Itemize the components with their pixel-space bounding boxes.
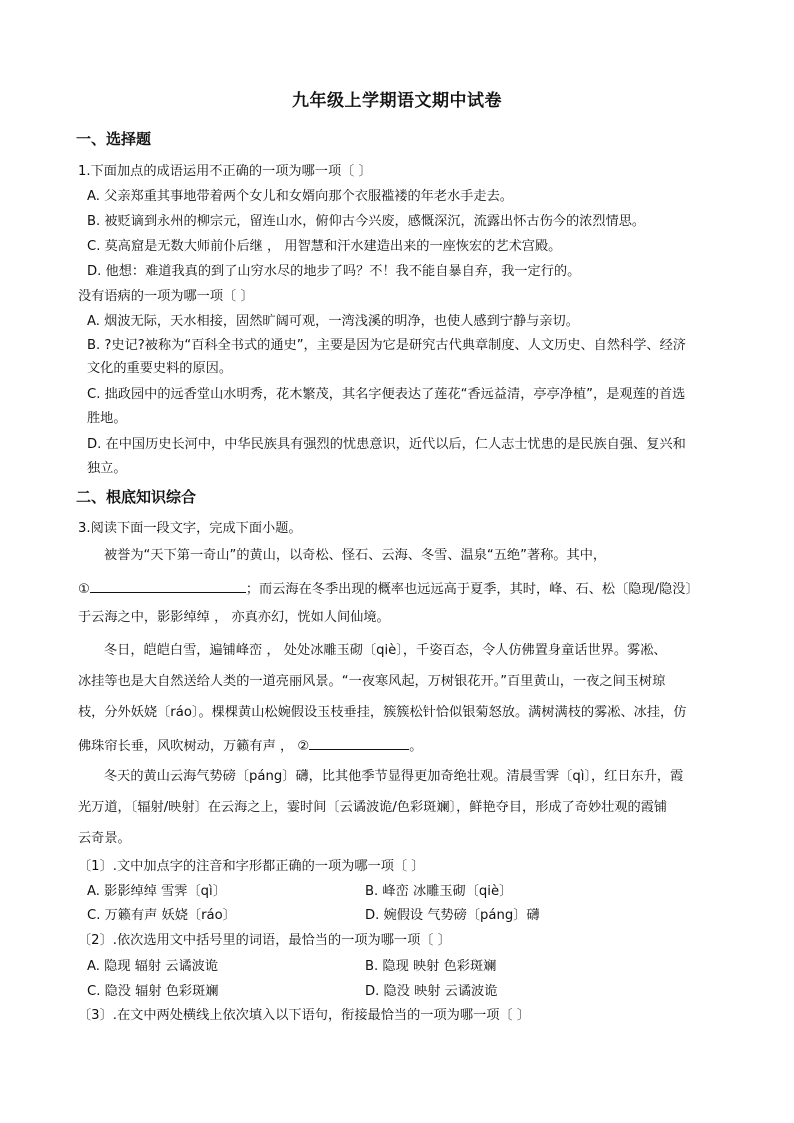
subquestion-3-stem: 〔3〕.在文中两处横线上依次填入以下语句，衔接最恰当的一项为哪一项〔 〕 [78, 1008, 530, 1023]
blank-marker-2: ② [297, 739, 310, 754]
page-title: 九年级上学期语文期中试卷 [292, 91, 502, 111]
question-2-option-b-line1: B. ?史记?被称为“百科全书式的通史”，主要是因为它是研究古代典章制度、人文历史、自然科学、经济 [87, 338, 686, 353]
subquestion-1-stem: 〔1〕.文中加点字的注音和字形都正确的一项为哪一项〔 〕 [78, 859, 425, 874]
question-1-option-a: A. 父亲郑重其事地带着两个女儿和女婿向那个衣服褴褛的年老水手走去。 [87, 189, 513, 204]
question-2-option-b-line2: 文化的重要史料的原因。 [87, 361, 233, 376]
blank-marker-1: ① [78, 582, 90, 597]
question-2-option-c-line2: 胜地。 [87, 411, 127, 426]
subquestion-1-option-d: D. 婉假设 气势磅〔páng〕礴 [365, 908, 540, 923]
subquestion-1-option-b: B. 峰峦 冰雕玉砌〔qiè〕 [365, 884, 513, 899]
passage-p1-line2-text: ；而云海在冬季出现的概率也远远高于夏季，其时，峰、石、松〔隐现/隐没〕 [245, 582, 699, 597]
subquestion-1-option-a: A. 影影绰绰 雪霁〔qì〕 [87, 884, 226, 899]
passage-p2-line2: 冰挂等也是大自然送给人类的一道亮丽风景。“一夜寒风起，万树银花开。”百里黄山，一夜之间玉树琼 [78, 674, 666, 689]
subquestion-2-stem: 〔2〕.依次选用文中括号里的词语，最恰当的一项为哪一项〔 〕 [78, 933, 451, 948]
subquestion-2-option-b: B. 隐现 映射 色彩斑斓 [365, 959, 497, 974]
passage-p3-line2: 光万道，〔辐射/映射〕在云海之上，霎时间〔云谲波诡/色彩斑斓〕，鲜艳夺目，形成了奇妙壮观的霞铺 [78, 800, 668, 815]
fill-blank-1 [90, 578, 246, 593]
subquestion-2-option-c: C. 隐没 辐射 色彩斑斓 [87, 984, 219, 999]
question-2-stem: 没有语病的一项为哪一项〔 〕 [78, 289, 254, 304]
fill-blank-2 [309, 735, 409, 750]
question-1-option-b: B. 被贬谪到永州的柳宗元，留连山水，俯仰古今兴废，感慨深沉，流露出怀古伤今的浓烈情思。 [87, 214, 646, 229]
passage-p1-line1: 被誉为“天下第一奇山”的黄山，以奇松、怪石、云海、冬雪、温泉“五绝”著称。其中， [104, 548, 607, 563]
subquestion-2-option-a: A. 隐现 辐射 云谲波诡 [87, 959, 219, 974]
passage-p2-line4 [78, 735, 422, 756]
section-heading-basics: 二、根底知识综合 [76, 488, 197, 506]
passage-p3-line3: 云奇景。 [78, 831, 131, 846]
passage-p2-line4-end: 。 [409, 739, 423, 754]
subquestion-1-option-c: C. 万籁有声 妖娆〔ráo〕 [87, 908, 236, 923]
question-1-option-c: C. 莫高窟是无数大师前仆后继 ， 用智慧和汗水建造出来的一座恢宏的艺术宫殿。 [87, 239, 562, 254]
subquestion-2-option-d: D. 隐没 映射 云谲波诡 [365, 984, 498, 999]
section-heading-choice: 一、选择题 [76, 130, 152, 148]
passage-p2-line3: 枝，分外妖娆〔ráo〕。棵棵黄山松婉假设玉枝垂挂，簇簇松针恰似银菊怒放。满树满枝的雾凇、冰挂，仿 [78, 705, 687, 720]
question-2-option-d-line2: 独立。 [87, 461, 127, 476]
question-3-stem: 3.阅读下面一段文字，完成下面小题。 [78, 521, 302, 536]
question-2-option-d-line1: D. 在中国历史长河中，中华民族具有强烈的忧患意识，近代以后，仁人志士忧患的是民族自强、复兴和 [87, 437, 686, 452]
question-1-stem: 1.下面加点的成语运用不正确的一项为哪一项〔 〕 [78, 164, 372, 179]
question-2-option-c-line1: C. 拙政园中的远香堂山水明秀，花木繁茂，其名字便表达了莲花“香远益清，亭亭净植”，是观莲的首选 [87, 387, 686, 402]
passage-p3-line1: 冬天的黄山云海气势磅〔páng〕礴，比其他季节显得更加奇绝壮观。清晨雪霁〔qì〕，红日东升，霞 [104, 769, 684, 784]
question-2-option-a: A. 烟波无际，天水相接，固然旷阔可观，一湾浅溪的明净，也使人感到宁静与亲切。 [87, 314, 579, 329]
question-1-option-d: D. 他想：难道我真的到了山穷水尽的地步了吗？不！我不能自暴自弃，我一定行的。 [87, 264, 581, 279]
passage-p2-line1: 冬日，皑皑白雪，遍铺峰峦 ， 处处冰雕玉砌〔qiè〕，千姿百态，令人仿佛置身童话世界。雾凇、 [104, 643, 667, 658]
passage-p2-line4-text: 佛珠帘长垂，风吹树动，万籁有声 ， [78, 739, 298, 754]
passage-p1-line2 [78, 578, 699, 599]
passage-p1-line3: 于云海之中，影影绰绰 ， 亦真亦幻，恍如人间仙境。 [78, 610, 390, 625]
